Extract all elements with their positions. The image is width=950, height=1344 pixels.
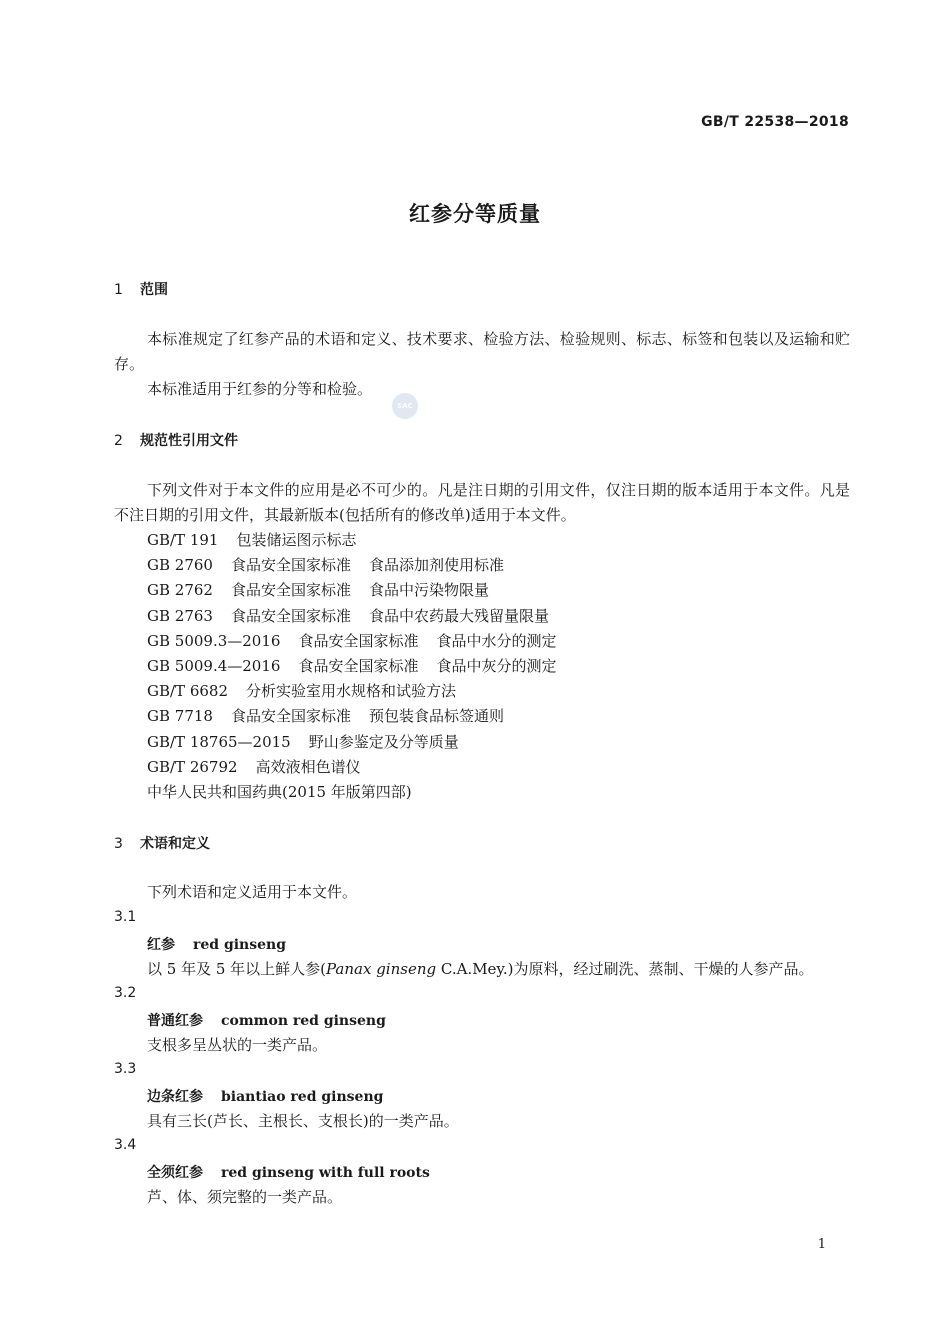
reference-title: 中华人民共和国药典(2015 年版第四部)	[147, 783, 412, 802]
reference-subtitle: 预包装食品标签通则	[368, 707, 504, 726]
reference-subtitle: 食品中灰分的测定	[436, 657, 557, 676]
reference-item	[147, 780, 556, 805]
reference-list	[147, 528, 556, 805]
reference-subtitle: 食品添加剂使用标准	[368, 556, 504, 575]
reference-code: GB 5009.3—2016	[147, 631, 281, 650]
reference-subtitle: 食品中农药最大残留量限量	[368, 606, 549, 625]
term-name-zh: 全须红参	[147, 1165, 203, 1181]
reference-title: 食品安全国家标准	[298, 631, 419, 650]
reference-item	[147, 528, 556, 553]
species-name: Panax ginseng	[326, 960, 437, 978]
term-definition: 芦、体、须完整的一类产品。	[147, 1188, 343, 1206]
document-title: 红参分等质量	[409, 202, 541, 226]
reference-title: 高效液相色谱仪	[255, 757, 361, 776]
reference-code: GB 5009.4—2016	[147, 657, 281, 676]
term-definition: 具有三长(芦长、主根长、支根长)的一类产品。	[147, 1112, 459, 1130]
term-name-en: red ginseng	[193, 937, 286, 953]
section-title: 术语和定义	[140, 836, 210, 852]
reference-title: 野山参鉴定及分等质量	[308, 732, 459, 751]
reference-item	[147, 704, 556, 729]
section-2-heading	[114, 430, 238, 450]
term-name-en: biantiao red ginseng	[221, 1089, 384, 1105]
standard-code: GB/T 22538—2018	[701, 114, 849, 130]
section-number: 3	[114, 836, 123, 852]
section-3-intro: 下列术语和定义适用于本文件。	[147, 883, 358, 901]
section-1-heading	[114, 279, 168, 299]
reference-title: 食品安全国家标准	[230, 707, 351, 726]
reference-title: 食品安全国家标准	[230, 556, 351, 575]
paragraph: 本标准适用于红参的分等和检验。	[147, 380, 373, 398]
definition-text: C.A.Mey.)为原料，经过刷洗、蒸制、干燥的人参产品。	[436, 960, 814, 978]
reference-item	[147, 730, 556, 755]
reference-title: 食品安全国家标准	[230, 581, 351, 600]
term-number: 3.1	[114, 909, 137, 925]
term-name-en: red ginseng with full roots	[221, 1165, 430, 1181]
reference-item	[147, 755, 556, 780]
term-name-zh: 红参	[147, 937, 175, 953]
reference-item	[147, 578, 556, 603]
paragraph: 本标准规定了红参产品的术语和定义、技术要求、检验方法、检验规则、标志、标签和包装以及运输和贮存。	[114, 330, 850, 373]
section-number: 2	[114, 433, 123, 449]
reference-subtitle: 食品中水分的测定	[436, 631, 557, 650]
section-title: 规范性引用文件	[140, 433, 238, 449]
reference-subtitle: 食品中污染物限量	[368, 581, 489, 600]
reference-code: GB 2763	[147, 606, 213, 625]
term-number: 3.3	[114, 1061, 137, 1077]
reference-code: GB/T 191	[147, 531, 219, 549]
reference-title: 食品安全国家标准	[298, 657, 419, 676]
section-title: 范围	[140, 282, 168, 298]
reference-code: GB/T 26792	[147, 757, 238, 776]
reference-title: 分析实验室用水规格和试验方法	[246, 682, 457, 701]
reference-item	[147, 679, 556, 704]
reference-code: GB 2762	[147, 581, 213, 600]
term-name-zh: 普通红参	[147, 1013, 203, 1029]
term-number: 3.4	[114, 1137, 137, 1153]
reference-item	[147, 604, 556, 629]
reference-item	[147, 654, 556, 679]
reference-code: GB 7718	[147, 707, 213, 726]
section-2-intro	[114, 478, 850, 528]
term-name-en: common red ginseng	[221, 1013, 386, 1029]
reference-item	[147, 629, 556, 654]
reference-title: 包装储运图示标志	[236, 531, 357, 549]
term-number: 3.2	[114, 985, 137, 1001]
section-3-heading	[114, 833, 210, 853]
definition-text: 以 5 年及 5 年以上鲜人参(	[147, 960, 327, 978]
reference-code: GB 2760	[147, 556, 213, 575]
reference-code: GB/T 6682	[147, 682, 229, 701]
section-number: 1	[114, 282, 123, 298]
section-1-body	[114, 327, 850, 402]
term-name	[147, 1086, 383, 1106]
paragraph: 下列文件对于本文件的应用是必不可少的。凡是注日期的引用文件，仅注日期的版本适用于本文件。凡是不注日期的引用文件，其最新版本(包括所有的修改单)适用于本文件。	[114, 481, 850, 524]
term-name	[147, 934, 286, 954]
term-definition: 支根多呈丛状的一类产品。	[147, 1036, 328, 1054]
reference-title: 食品安全国家标准	[230, 606, 351, 625]
page-number: 1	[817, 1237, 826, 1252]
sac-watermark-icon: SAC	[392, 393, 418, 419]
term-definition	[147, 958, 814, 979]
reference-item	[147, 553, 556, 578]
term-name	[147, 1010, 386, 1030]
term-name-zh: 边条红参	[147, 1089, 203, 1105]
reference-code: GB/T 18765—2015	[147, 732, 291, 751]
term-name	[147, 1162, 430, 1182]
